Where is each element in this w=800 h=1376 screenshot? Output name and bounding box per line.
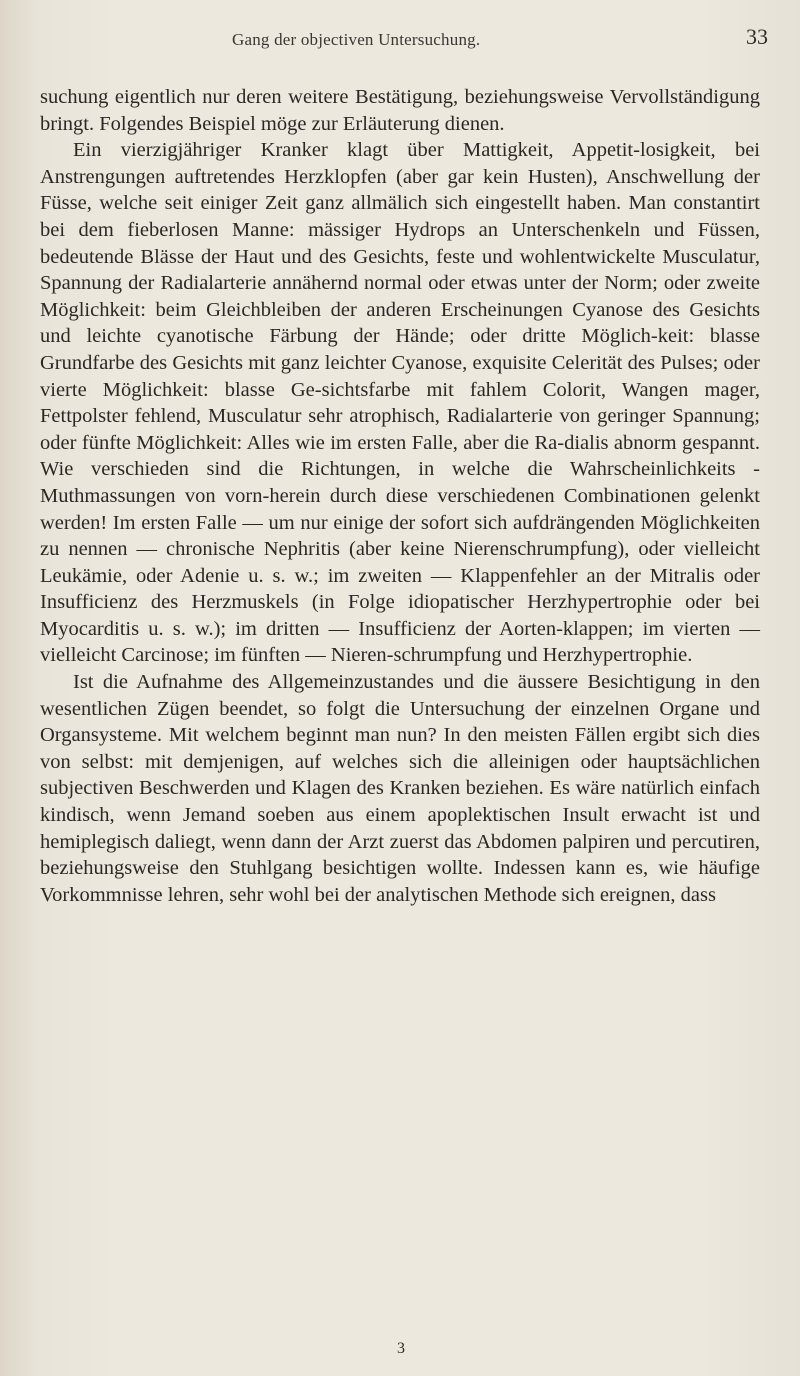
paragraph-continuation: suchung eigentlich nur deren weitere Bestätigung, beziehungsweise Vervollständigung bringt. Folgendes Beispiel möge zur Erläuterung dienen.: [40, 86, 760, 135]
running-title: Gang der objectiven Untersuchung.: [232, 30, 481, 49]
page-number: 33: [746, 24, 768, 49]
paragraph-organ-examination: Ist die Aufnahme des Allgemeinzustandes und die äussere Besichtigung in den wesentlichen Zügen beendet, so folgt die Untersuchung der einzelnen Organe und Organsysteme. Mit welchem beginnt man nun? In den meisten Fällen ergibt sich dies von selbst: mit demjenigen, auf welches sich die alleinigen oder hauptsächlichen subjectiven Beschwerden und Klagen des Kranken beziehen. Es wäre natürlich einfach kindisch, wenn Jemand soeben aus einem apoplektischen Insult erwacht ist und hemiplegisch daliegt, wenn dann der Arzt zuerst das Abdomen palpiren und percutiren, beziehungsweise den Stuhlgang besichtigen wollte. Indessen kann es, wie häufige Vorkommnisse lehren, sehr wohl bei der analytischen Methode sich ereignen, dass: [40, 671, 760, 906]
paragraph-case-example: Ein vierzigjähriger Kranker klagt über Mattigkeit, Appetit-losigkeit, bei Anstrengungen auftretendes Herzklopfen (aber gar kein Husten), Anschwellung der Füsse, welche seit einiger Zeit ganz allmälich sich eingestellt haben. Man constantirt bei dem fieberlosen Manne: mässiger Hydrops an Unterschenkeln und Füssen, bedeutende Blässe der Haut und des Gesichts, feste und wohlentwickelte Musculatur, Spannung der Radialarterie annähernd normal oder etwas unter der Norm; oder zweite Möglichkeit: beim Gleichbleiben der anderen Erscheinungen Cyanose des Gesichts und leichte cyanotische Färbung der Hände; oder dritte Möglich-keit: blasse Grundfarbe des Gesichts mit ganz leichter Cyanose, exquisite Celerität des Pulses; oder vierte Möglichkeit: blasse Ge-sichtsfarbe mit fahlem Colorit, Wangen mager, Fettpolster fehlend, Musculatur sehr atrophisch, Radialarterie von geringer Spannung; oder fünfte Möglichkeit: Alles wie im ersten Falle, aber die Ra-dialis abnorm gespannt. Wie verschieden sind die Richtungen, in welche die Wahrscheinlichkeits - Muthmassungen von vorn-herein durch diese verschiedenen Combinationen gelenkt werden! Im ersten Falle — um nur einige der sofort sich aufdrängenden Möglichkeiten zu nennen — chronische Nephritis (aber keine Nierenschrumpfung), oder vielleicht Leukämie, oder Adenie u. s. w.; im zweiten — Klappenfehler an der Mitralis oder Insufficienz des Herzmuskels (in Folge idiopatischer Herzhypertrophie oder bei Myocarditis u. s. w.); im dritten — Insufficienz der Aorten-klappen; im vierten — vielleicht Carcinose; im fünften — Nieren-schrumpfung und Herzhypertrophie.: [40, 139, 760, 667]
body-text: [40, 84, 760, 908]
printer-signature-mark: 3: [397, 1340, 405, 1357]
